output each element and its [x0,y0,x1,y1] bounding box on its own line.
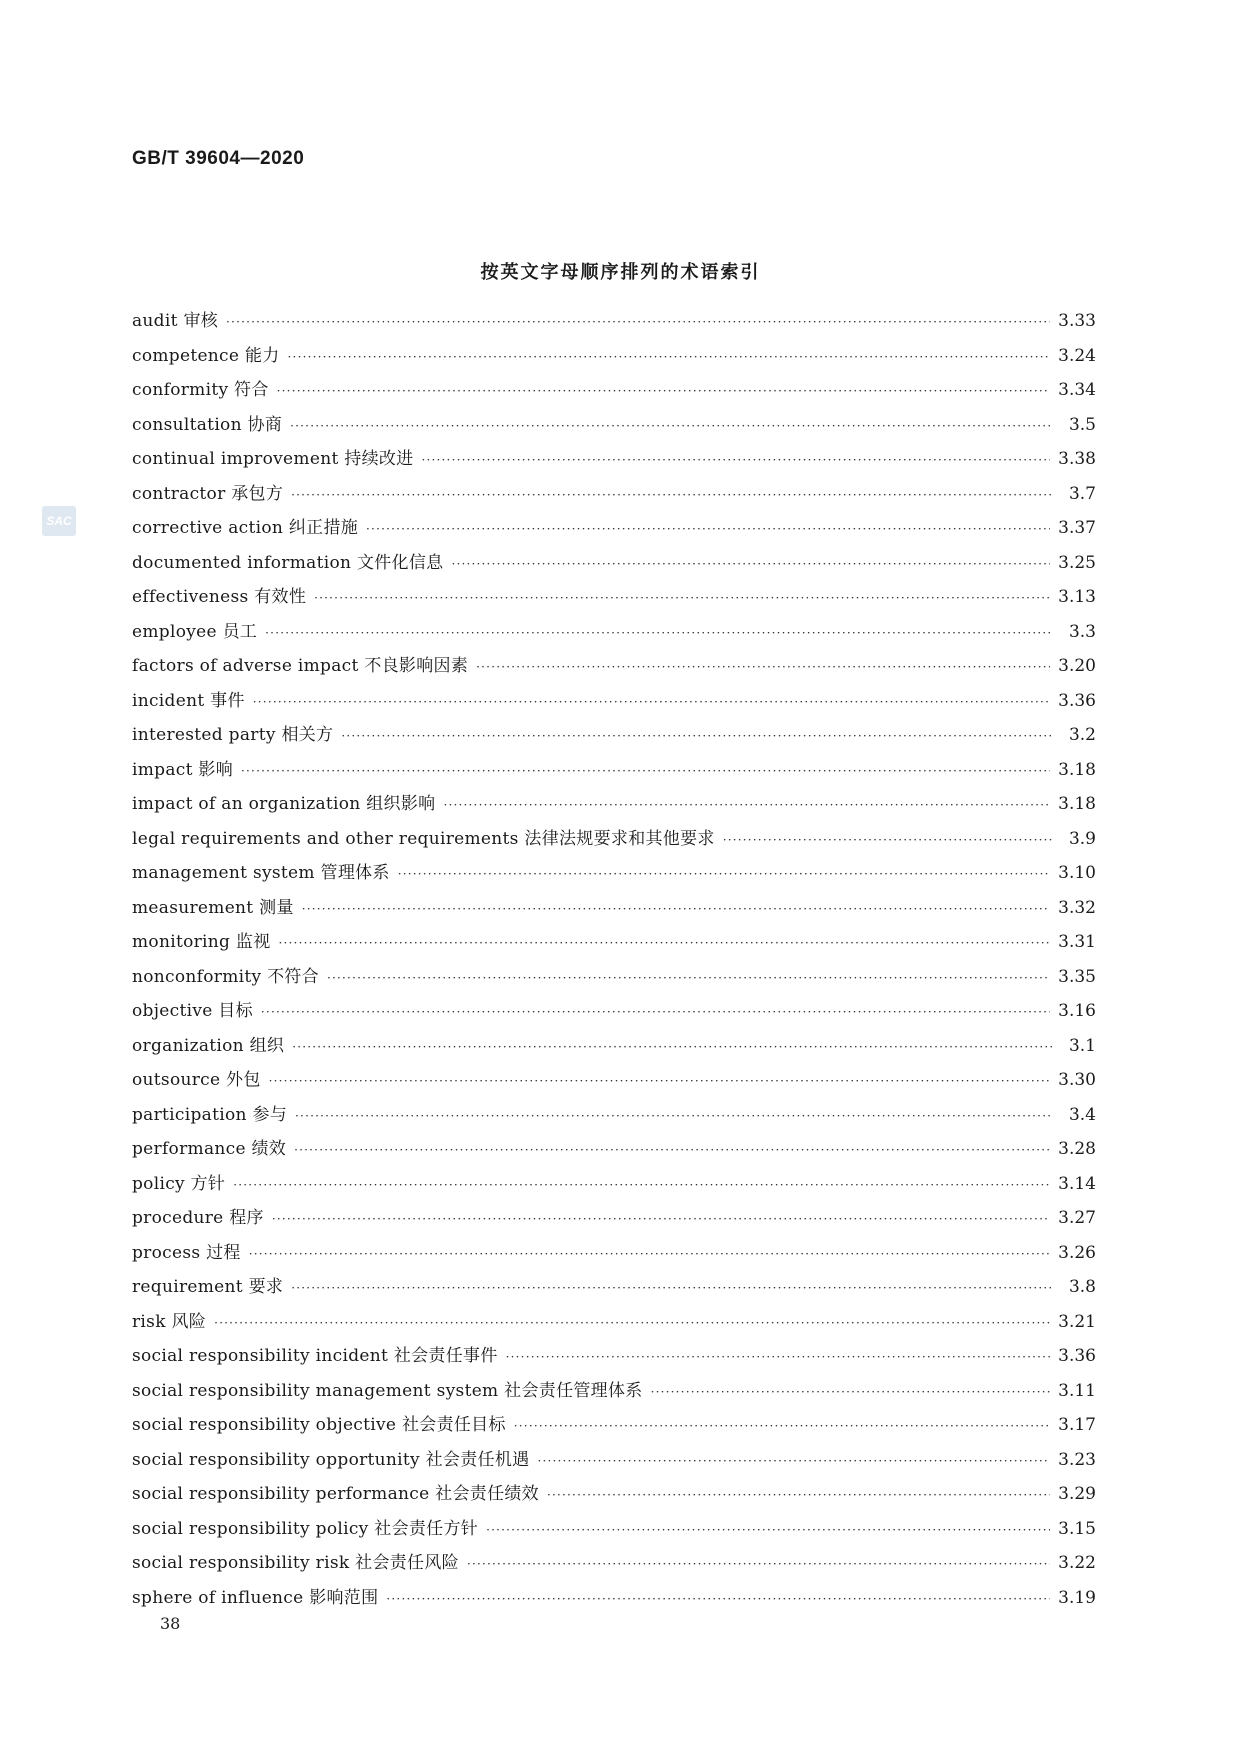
index-entry [132,1307,1096,1342]
index-term: effectiveness 有效性 [132,587,307,607]
index-clause-number: 3.22 [1058,1553,1096,1573]
dot-leader [253,695,1050,709]
index-entry [132,513,1096,548]
index-entry [132,1203,1096,1238]
index-clause-number: 3.36 [1058,690,1096,711]
index-term: social responsibility opportunity 社会责任机遇 [132,1449,530,1470]
dot-leader [366,522,1050,536]
index-clause-number: 3.15 [1058,1518,1096,1539]
index-clause-number: 3.28 [1058,1139,1096,1159]
index-entry [132,582,1096,617]
index-term: incident 事件 [132,690,245,711]
dot-leader [723,833,1052,847]
dot-leader [288,350,1051,364]
index-term: social responsibility management system 社会责任管理体系 [132,1380,643,1401]
index-entry [132,720,1096,755]
index-entry [132,1583,1096,1618]
dot-leader [537,1454,1050,1468]
dot-leader [327,971,1050,985]
page-number: 38 [160,1614,181,1633]
index-term: nonconformity 不符合 [132,966,319,987]
index-clause-number: 3.10 [1058,863,1096,883]
index-clause-number: 3.29 [1058,1484,1096,1504]
index-entry [132,1479,1096,1514]
index-clause-number: 3.27 [1058,1208,1096,1228]
index-clause-number: 3.36 [1058,1346,1096,1366]
index-entry [132,548,1096,583]
index-term: corrective action 纠正措施 [132,518,359,538]
standard-number: GB/T 39604—2020 [132,148,305,169]
index-term: policy 方针 [132,1173,226,1194]
index-term: requirement 要求 [132,1277,284,1297]
index-clause-number: 3.1 [1068,1035,1096,1056]
index-clause-number: 3.16 [1058,1001,1096,1021]
index-clause-number: 3.7 [1068,483,1096,504]
dot-leader [398,867,1050,881]
index-term: legal requirements and other requirements 法律法规要求和其他要求 [132,828,715,849]
index-clause-number: 3.3 [1068,621,1096,642]
index-entry [132,444,1096,479]
index-clause-number: 3.2 [1068,725,1096,745]
dot-leader [386,1592,1050,1606]
index-term: social responsibility objective 社会责任目标 [132,1415,506,1435]
index-clause-number: 3.11 [1058,1380,1096,1401]
dot-leader [226,315,1050,329]
dot-leader [651,1385,1051,1399]
dot-leader [291,1281,1052,1295]
dot-leader [294,1143,1050,1157]
index-clause-number: 3.18 [1058,794,1096,814]
index-clause-number: 3.13 [1058,587,1096,607]
dot-leader [506,1350,1051,1364]
dot-leader [241,764,1050,778]
index-term: conformity 符合 [132,380,269,400]
index-clause-number: 3.5 [1068,414,1096,435]
index-entry [132,1238,1096,1273]
index-clause-number: 3.8 [1068,1277,1096,1297]
dot-leader [249,1247,1050,1261]
index-term: measurement 测量 [132,897,294,918]
index-clause-number: 3.14 [1058,1173,1096,1194]
dot-leader [302,902,1050,916]
index-clause-number: 3.26 [1058,1242,1096,1263]
index-clause-number: 3.35 [1058,966,1096,987]
dot-leader [291,488,1052,502]
index-term: competence 能力 [132,345,280,366]
index-clause-number: 3.30 [1058,1070,1096,1090]
index-entry [132,375,1096,410]
index-entry [132,1031,1096,1066]
index-entry [132,996,1096,1031]
index-clause-number: 3.38 [1058,449,1096,469]
index-entry [132,1514,1096,1549]
index-term: continual improvement 持续改进 [132,449,414,469]
index-term: audit 审核 [132,311,219,331]
index-term: participation 参与 [132,1104,288,1125]
index-clause-number: 3.21 [1058,1311,1096,1332]
index-term: objective 目标 [132,1001,253,1021]
index-entry [132,927,1096,962]
dot-leader [290,419,1052,433]
dot-leader [421,453,1050,467]
index-term: interested party 相关方 [132,725,334,745]
index-entry [132,789,1096,824]
index-clause-number: 3.9 [1068,828,1096,849]
index-entry [132,617,1096,652]
index-term: risk 风险 [132,1311,207,1332]
dot-leader [341,729,1052,743]
index-term: factors of adverse impact 不良影响因素 [132,656,469,676]
index-clause-number: 3.34 [1058,380,1096,400]
index-entry [132,1376,1096,1411]
index-term: management system 管理体系 [132,863,390,883]
dot-leader [547,1488,1050,1502]
index-clause-number: 3.23 [1058,1449,1096,1470]
index-clause-number: 3.17 [1058,1415,1096,1435]
term-index-list [132,306,1096,1617]
index-term: organization 组织 [132,1035,285,1056]
index-term: outsource 外包 [132,1070,261,1090]
index-title: 按英文字母顺序排列的术语索引 [480,262,761,283]
dot-leader [265,626,1052,640]
index-entry [132,686,1096,721]
index-entry [132,858,1096,893]
dot-leader [486,1523,1050,1537]
dot-leader [314,591,1050,605]
index-term: performance 绩效 [132,1139,287,1159]
index-term: employee 员工 [132,621,258,642]
dot-leader [277,384,1050,398]
index-entry [132,479,1096,514]
index-term: impact 影响 [132,759,234,780]
index-term: sphere of influence 影响范围 [132,1587,379,1608]
dot-leader [233,1178,1050,1192]
index-entry [132,824,1096,859]
index-entry [132,1548,1096,1583]
index-term: procedure 程序 [132,1208,264,1228]
dot-leader [272,1212,1050,1226]
dot-leader [261,1005,1050,1019]
index-entry [132,1272,1096,1307]
index-term: social responsibility performance 社会责任绩效 [132,1484,539,1504]
index-entry [132,1100,1096,1135]
index-clause-number: 3.31 [1058,932,1096,952]
index-term: process 过程 [132,1242,241,1263]
index-entry [132,893,1096,928]
index-entry [132,410,1096,445]
index-clause-number: 3.4 [1068,1104,1096,1125]
index-clause-number: 3.24 [1058,345,1096,366]
index-clause-number: 3.18 [1058,759,1096,780]
index-term: monitoring 监视 [132,932,271,952]
index-entry [132,1169,1096,1204]
index-term: documented information 文件化信息 [132,552,444,573]
index-term: social responsibility policy 社会责任方针 [132,1518,479,1539]
dot-leader [514,1419,1050,1433]
dot-leader [214,1316,1050,1330]
index-term: social responsibility risk 社会责任风险 [132,1553,459,1573]
dot-leader [467,1557,1050,1571]
index-term: social responsibility incident 社会责任事件 [132,1346,498,1366]
dot-leader [443,798,1050,812]
dot-leader [476,660,1050,674]
dot-leader [279,936,1051,950]
index-entry [132,1445,1096,1480]
index-clause-number: 3.33 [1058,311,1096,331]
index-clause-number: 3.37 [1058,518,1096,538]
index-term: impact of an organization 组织影响 [132,794,436,814]
dot-leader [269,1074,1051,1088]
index-entry [132,1410,1096,1445]
index-entry [132,1341,1096,1376]
index-entry [132,306,1096,341]
index-entry [132,1134,1096,1169]
dot-leader [451,557,1050,571]
index-clause-number: 3.32 [1058,897,1096,918]
index-term: contractor 承包方 [132,483,284,504]
index-entry [132,1065,1096,1100]
dot-leader [295,1109,1052,1123]
index-term: consultation 协商 [132,414,283,435]
index-entry [132,341,1096,376]
index-entry [132,651,1096,686]
index-clause-number: 3.19 [1058,1587,1096,1608]
index-clause-number: 3.20 [1058,656,1096,676]
index-clause-number: 3.25 [1058,552,1096,573]
dot-leader [292,1040,1052,1054]
index-entry [132,962,1096,997]
sac-watermark-logo: SAC [42,506,76,536]
index-entry [132,755,1096,790]
